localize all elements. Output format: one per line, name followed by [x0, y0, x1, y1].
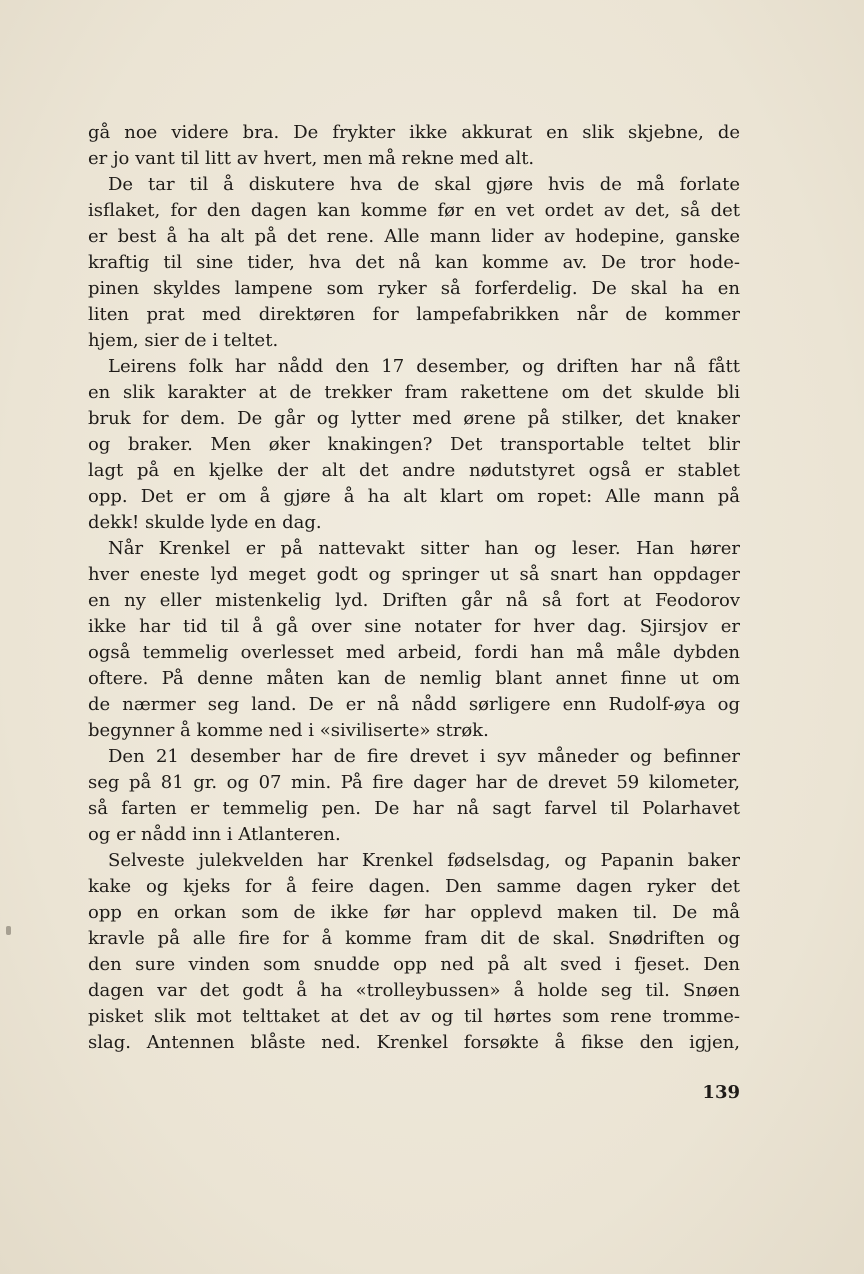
text-line: en ny eller mistenkelig lyd. Driften går nå så fort at Feodorov — [88, 590, 740, 611]
text-line: Når Krenkel er på nattevakt sitter han og leser. Han hører — [108, 538, 740, 559]
text-line: lagt på en kjelke der alt det andre nødutstyret også er stablet — [88, 460, 740, 481]
text-line: så farten er temmelig pen. De har nå sagt farvel til Polarhavet — [88, 798, 740, 819]
body-text — [88, 120, 740, 1056]
text-line: opp en orkan som de ikke før har opplevd maken til. De må — [88, 902, 740, 923]
text-line: gå noe videre bra. De frykter ikke akkurat en slik skjebne, de — [88, 122, 740, 143]
paper-speck — [6, 926, 11, 935]
text-line: en slik karakter at de trekker fram rakettene om det skulde bli — [88, 382, 740, 403]
text-line: dagen var det godt å ha «trolleybussen» å holde seg til. Snøen — [88, 980, 740, 1001]
text-line: Selveste julekvelden har Krenkel fødselsdag, og Papanin baker — [108, 850, 740, 871]
text-line: er jo vant til litt av hvert, men må rekne med alt. — [88, 148, 535, 169]
text-line: begynner å komme ned i «siviliserte» strøk. — [88, 720, 489, 741]
text-line: hver eneste lyd meget godt og springer ut så snart han oppdager — [88, 564, 740, 585]
text-line: den sure vinden som snudde opp ned på alt sved i fjeset. Den — [88, 954, 740, 975]
text-line: også temmelig overlesset med arbeid, fordi han må måle dybden — [88, 642, 740, 663]
text-line: ikke har tid til å gå over sine notater for hver dag. Sjirsjov er — [88, 616, 740, 637]
text-line: er best å ha alt på det rene. Alle mann lider av hodepine, ganske — [88, 226, 740, 247]
text-line: pisket slik mot telttaket at det av og til hørtes som rene tromme- — [88, 1006, 740, 1027]
text-line: pinen skyldes lampene som ryker så forferdelig. De skal ha en — [88, 278, 740, 299]
text-line: bruk for dem. De går og lytter med ørene på stilker, det knaker — [88, 408, 740, 429]
text-line: hjem, sier de i teltet. — [88, 330, 279, 351]
text-line: oftere. På denne måten kan de nemlig blant annet finne ut om — [88, 668, 740, 689]
text-line: kake og kjeks for å feire dagen. Den samme dagen ryker det — [88, 876, 740, 897]
text-line: dekk! skulde lyde en dag. — [88, 512, 322, 533]
text-line: isflaket, for den dagen kan komme før en vet ordet av det, så det — [88, 200, 740, 221]
text-line: kravle på alle fire for å komme fram dit de skal. Snødriften og — [88, 928, 740, 949]
text-line: opp. Det er om å gjøre å ha alt klart om ropet: Alle mann på — [88, 486, 740, 507]
text-line: seg på 81 gr. og 07 min. På fire dager har de drevet 59 kilometer, — [88, 772, 740, 793]
text-line: slag. Antennen blåste ned. Krenkel forsøkte å fikse den igjen, — [88, 1032, 740, 1053]
text-line: og er nådd inn i Atlanteren. — [88, 824, 341, 845]
text-line: de nærmer seg land. De er nå nådd sørligere enn Rudolf-øya og — [88, 694, 740, 715]
page-number: 139 — [702, 1082, 740, 1103]
text-line: Leirens folk har nådd den 17 desember, og driften har nå fått — [108, 356, 740, 377]
text-line: liten prat med direktøren for lampefabrikken når de kommer — [88, 304, 740, 325]
text-line: De tar til å diskutere hva de skal gjøre hvis de må forlate — [108, 174, 740, 195]
text-line: kraftig til sine tider, hva det nå kan komme av. De tror hode- — [88, 252, 740, 273]
text-line: og braker. Men øker knakingen? Det transportable teltet blir — [88, 434, 740, 455]
text-line: Den 21 desember har de fire drevet i syv måneder og befinner — [108, 746, 740, 767]
